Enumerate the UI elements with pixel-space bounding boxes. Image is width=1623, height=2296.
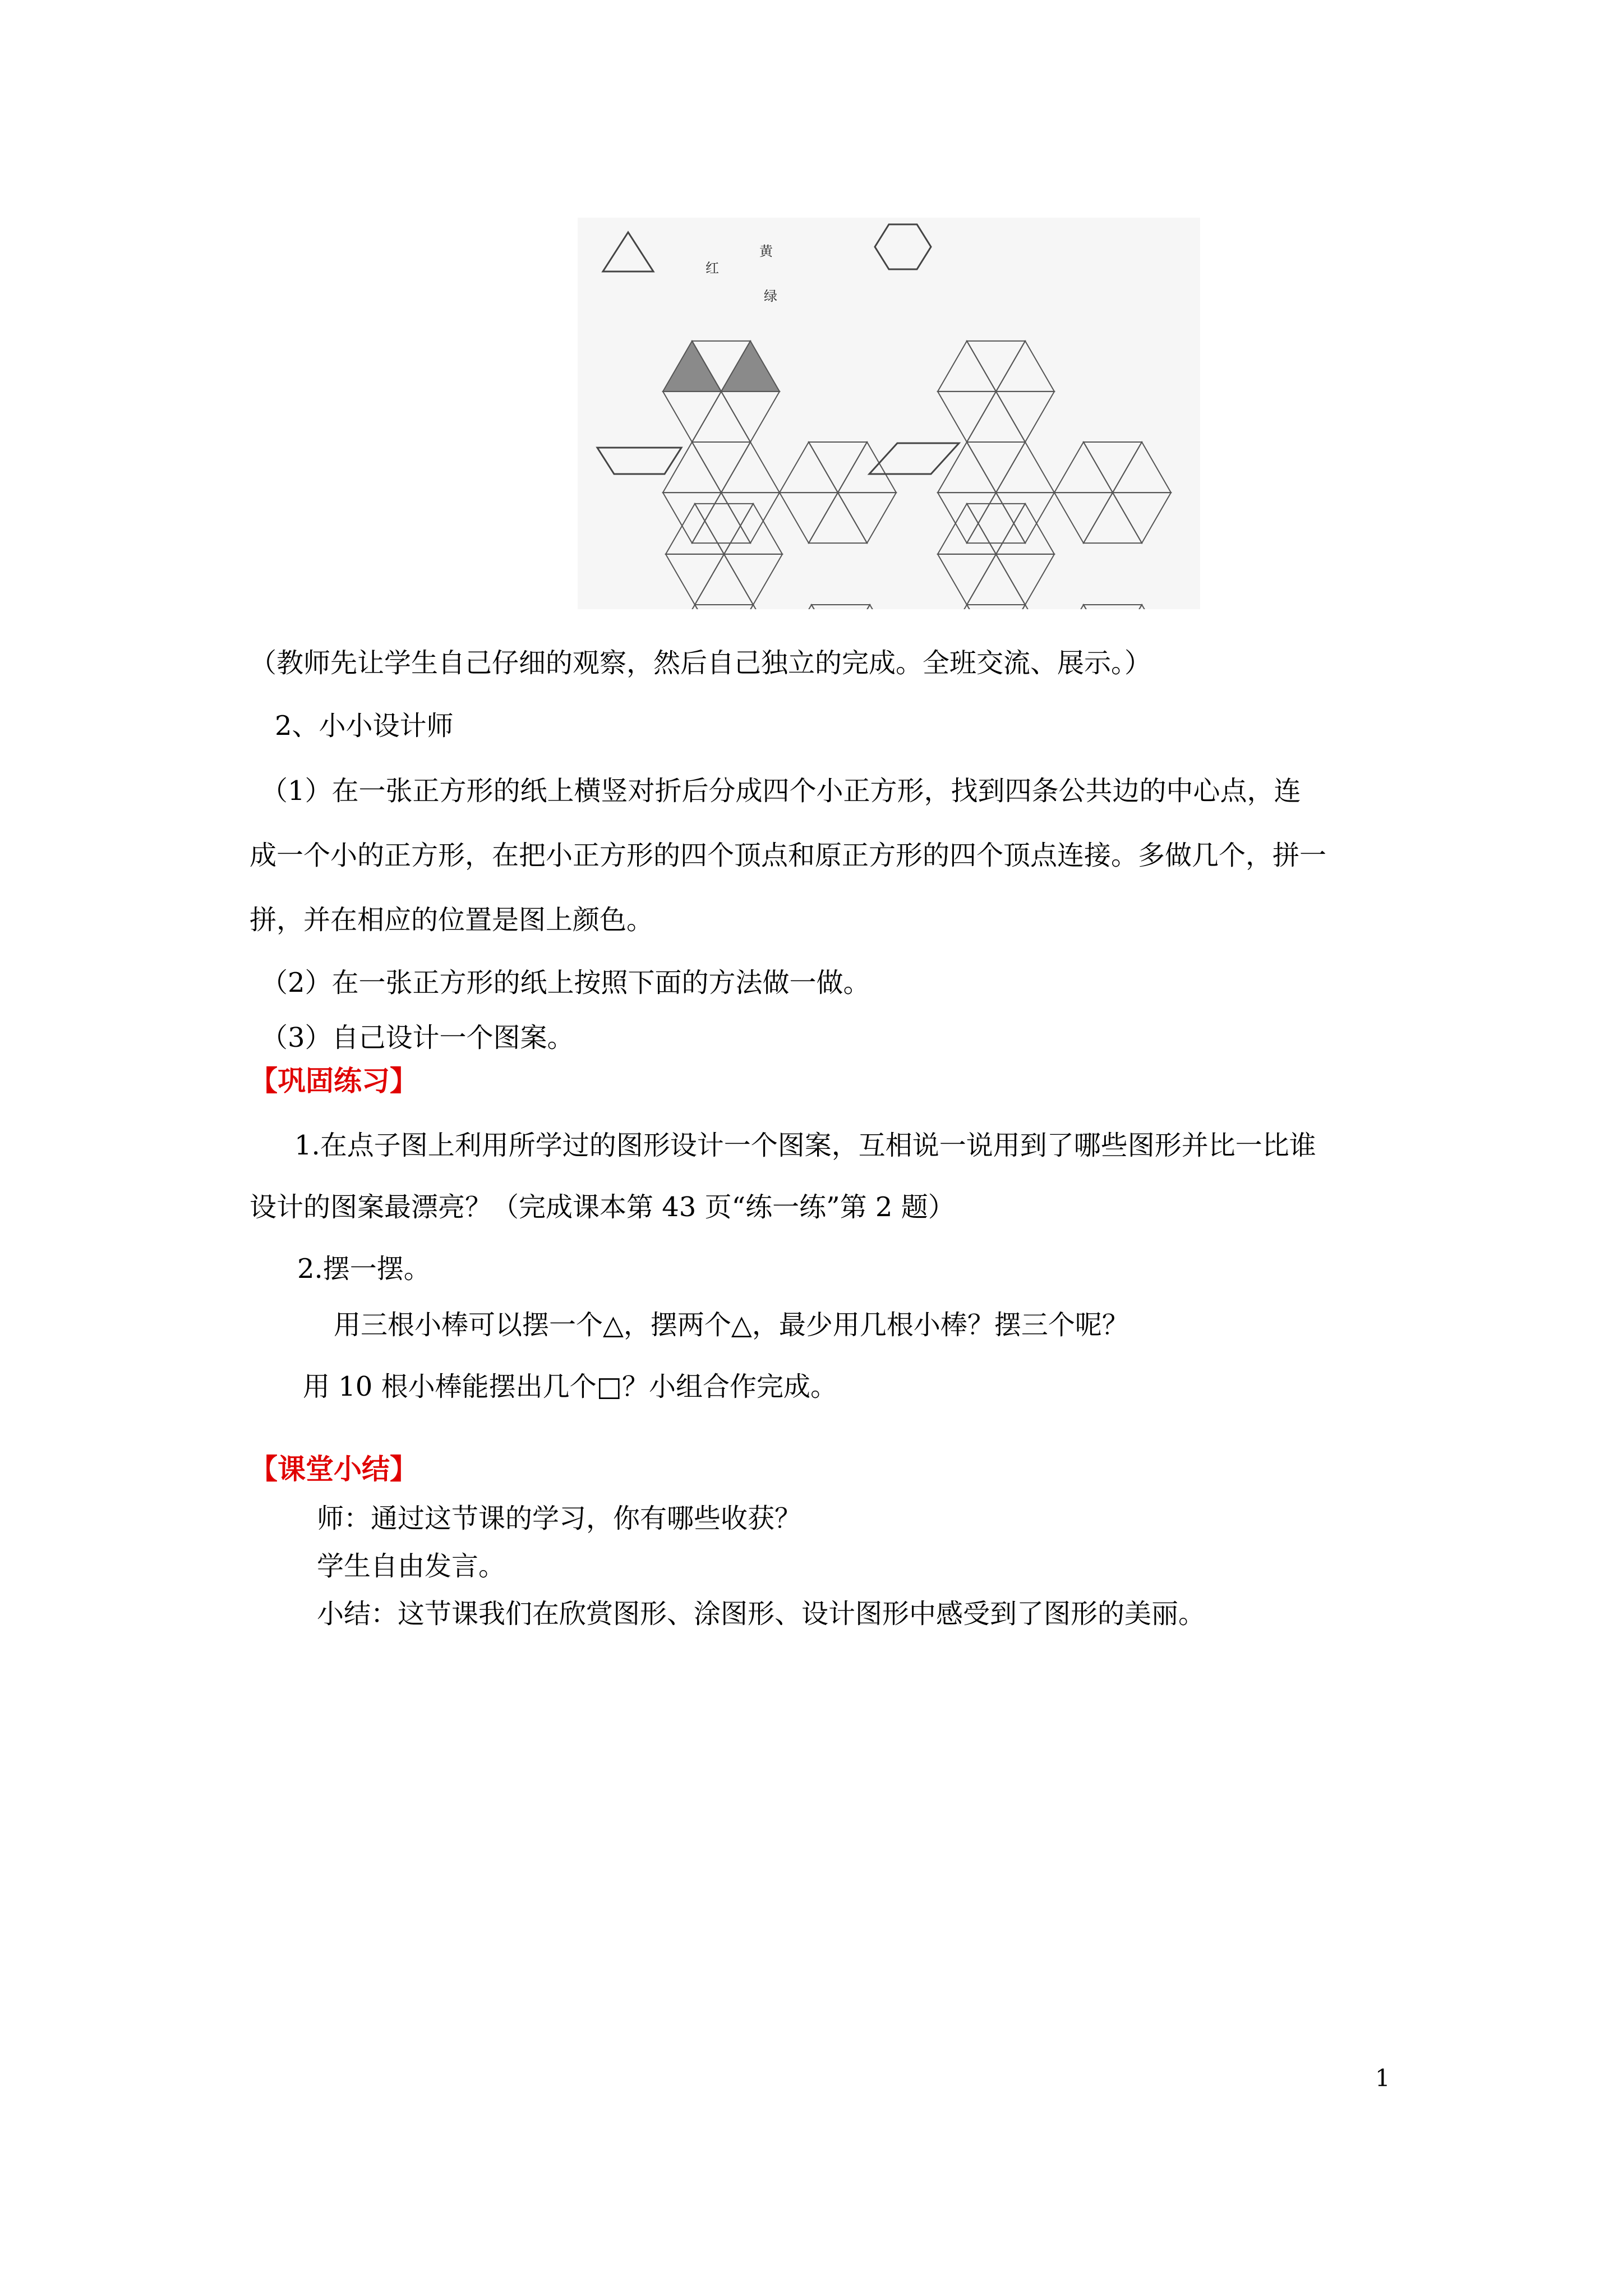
lattice-triangle: [721, 493, 780, 543]
lattice-triangle: [938, 442, 996, 493]
summary-teacher: 师：通过这节课的学习，你有哪些收获？: [317, 1503, 802, 1534]
practice-2-question-1: 用三根小棒可以摆一个△，摆两个△，最少用几根小棒？摆三个呢？: [334, 1309, 1129, 1341]
lattice-triangle: [692, 493, 750, 543]
lattice-triangle: [721, 341, 780, 392]
lattice-triangle: [663, 442, 721, 493]
lattice-triangle: [695, 504, 753, 554]
lattice-triangle: [809, 493, 867, 543]
lattice-triangle: [721, 442, 780, 493]
lattice-triangle: [695, 554, 753, 605]
lattice-triangle: [996, 504, 1054, 554]
practice-1-line-2: 设计的图案最漂亮？（完成课本第 43 页“练一练”第 2 题）: [250, 1191, 955, 1223]
lattice-triangle: [967, 392, 1025, 442]
lattice-triangle: [838, 442, 896, 493]
lattice-triangle: [938, 493, 996, 543]
lattice-triangle: [967, 605, 1025, 609]
practice-heading: 【巩固练习】: [250, 1064, 418, 1097]
lattice-triangle: [780, 493, 838, 543]
lattice-triangle: [967, 341, 1025, 392]
lattice-triangle: [938, 392, 996, 442]
lattice-triangle: [967, 554, 1025, 605]
triangle-piece-icon: [603, 232, 653, 272]
lattice-triangle: [663, 341, 721, 392]
lattice-triangle: [780, 442, 838, 493]
lattice-triangle: [938, 504, 996, 554]
summary-students: 学生自由发言。: [317, 1550, 506, 1582]
lattice-triangle: [841, 605, 899, 609]
trapezoid-piece-icon: [597, 448, 681, 474]
figure-color-label: 红: [706, 260, 719, 276]
lattice-triangle: [724, 554, 782, 605]
summary-heading: 【课堂小结】: [250, 1452, 418, 1485]
item-2: （2）在一张正方形的纸上按照下面的方法做一做。: [261, 967, 870, 999]
section-2-title: 2、小小设计师: [275, 710, 454, 742]
lattice-triangle: [996, 341, 1054, 392]
lattice-triangle: [692, 442, 750, 493]
lattice-triangle: [938, 341, 996, 392]
hexagon-piece-icon: [875, 224, 931, 269]
item-1-line-1: （1）在一张正方形的纸上横竖对折后分成四个小正方形，找到四条公共边的中心点，连: [261, 775, 1301, 807]
lattice-triangle: [996, 493, 1054, 543]
hexagon-grid-diagrams: [578, 218, 1200, 609]
figure-color-label: 黄: [759, 243, 773, 259]
practice-1-line-1: 1.在点子图上利用所学过的图形设计一个图案，互相说一说用到了哪些图形并比一比谁: [294, 1130, 1316, 1161]
tangram-figure: [578, 218, 1200, 609]
lattice-triangle: [1083, 442, 1142, 493]
lattice-triangle: [809, 442, 867, 493]
lattice-triangle: [1054, 442, 1113, 493]
lattice-triangle: [996, 442, 1054, 493]
practice-2-title: 2.摆一摆。: [297, 1253, 431, 1285]
lattice-triangle: [811, 605, 870, 609]
lattice-triangle: [1054, 493, 1113, 543]
teacher-note: （教师先让学生自己仔细的观察，然后自己独立的完成。全班交流、展示。）: [250, 647, 1152, 679]
lattice-triangle: [1113, 605, 1171, 609]
lattice-triangle: [666, 554, 724, 605]
summary-conclusion: 小结：这节课我们在欣赏图形、涂图形、设计图形中感受到了图形的美丽。: [317, 1598, 1206, 1630]
item-1-line-3: 拼，并在相应的位置是图上颜色。: [250, 904, 654, 936]
page-number: 1: [1375, 2064, 1390, 2092]
lattice-triangle: [1113, 493, 1171, 543]
lattice-triangle: [838, 493, 896, 543]
lattice-triangle: [1113, 442, 1171, 493]
practice-2-question-2: 用 10 根小棒能摆出几个□？小组合作完成。: [303, 1371, 837, 1402]
lattice-triangle: [721, 392, 780, 442]
lattice-triangle: [1083, 605, 1142, 609]
lattice-triangle: [967, 442, 1025, 493]
lattice-triangle: [938, 554, 996, 605]
lattice-triangle: [996, 554, 1054, 605]
lattice-triangle: [666, 504, 724, 554]
lattice-triangle: [663, 493, 721, 543]
item-1-line-2: 成一个小的正方形，在把小正方形的四个顶点和原正方形的四个顶点连接。多做几个，拼一: [250, 840, 1327, 871]
figure-color-label: 绿: [764, 288, 777, 304]
lattice-triangle: [1083, 493, 1142, 543]
lattice-triangle: [692, 392, 750, 442]
lattice-triangle: [663, 392, 721, 442]
lattice-triangle: [724, 504, 782, 554]
lattice-triangle: [695, 605, 753, 609]
item-3: （3）自己设计一个图案。: [261, 1022, 574, 1053]
lattice-triangle: [996, 392, 1054, 442]
